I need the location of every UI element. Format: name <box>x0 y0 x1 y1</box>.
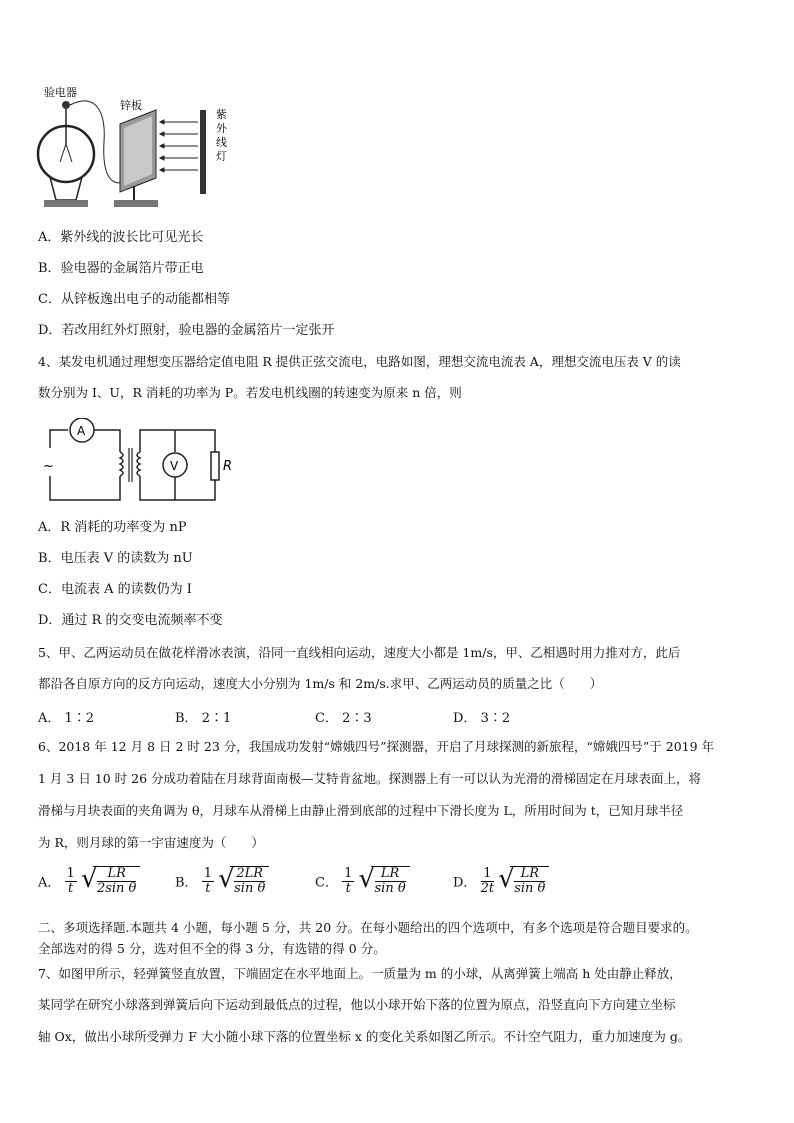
q5-option-c: C． 2∶3 <box>315 711 372 726</box>
q6-stem-line3: 滑梯与月块表面的夹角调为 θ，月球车从滑梯上由静止滑到底部的过程中下滑长度为 L，所用时间为 t，已知月球半径 <box>38 803 684 818</box>
q6-option-d: D． $\frac{1}{2t}$ √ $\frac{LR}{\text{sin θ}}$ <box>453 866 549 896</box>
q4-option-a: A．R 消耗的功率变为 nP <box>38 520 187 535</box>
q3-option-a: A．紫外线的波长比可见光长 <box>38 230 204 245</box>
q6-stem-line2: 1 月 3 日 10 时 26 分成功着陆在月球背面南极—艾特肯盆地。探测器上有一可以认为光滑的滑梯固定在月球表面上，将 <box>38 771 702 786</box>
q4-stem-line1: 4、某发电机通过理想变压器给定值电阻 R 提供正弦交流电，电路如图，理想交流电流表 A，理想交流电压表 V 的读 <box>38 354 681 369</box>
q3-option-c: C．从锌板逸出电子的动能都相等 <box>38 292 230 307</box>
resistor-label: R <box>223 459 233 474</box>
q6-stem-line4: 为 R，则月球的第一宇宙速度为（ ） <box>38 835 264 850</box>
section2-heading-line1: 二、多项选择题.本题共 4 小题，每小题 5 分，共 20 分。在每小题给出的四个选项中，有多个选项是符合题目要求的。 <box>38 920 698 935</box>
q6-option-c: C． $\frac{1}{t}$ √ $\frac{LR}{\text{sin θ}}$ <box>315 866 410 896</box>
q6-stem-line1: 6、2018 年 12 月 8 日 2 时 23 分，我国成功发射“嫦娥四号”探测器，开启了月球探测的新旅程，“嫦娥四号”于 2019 年 <box>38 739 715 754</box>
ac-source-symbol: ~ <box>43 459 54 474</box>
ammeter-symbol: A <box>77 424 86 438</box>
q5-option-b: B． 2∶1 <box>175 711 232 726</box>
q4-option-b: B．电压表 V 的读数为 nU <box>38 551 193 566</box>
q3-option-d: D．若改用红外灯照射，验电器的金属箔片一定张开 <box>38 323 335 338</box>
q4-option-c: C．电流表 A 的读数仍为 I <box>38 582 192 597</box>
q4-option-d: D．通过 R 的交变电流频率不变 <box>38 613 223 628</box>
uv-lamp-char-3: 线 <box>216 136 227 149</box>
zinc-plate-label: 锌板 <box>120 99 142 112</box>
transformer-circuit-figure <box>40 418 235 508</box>
q6-option-a: A． $\frac{1}{t}$ √ $\frac{LR}{\text{2sin θ}}$ <box>38 866 140 896</box>
uv-lamp-char-1: 紫 <box>216 108 227 121</box>
q3-option-b: B．验电器的金属箔片带正电 <box>38 261 204 276</box>
uv-lamp-char-2: 外 <box>216 122 227 135</box>
q5-stem-line1: 5、甲、乙两运动员在做花样滑冰表演，沿同一直线相向运动，速度大小都是 1m/s，甲、乙相遇时用力推对方，此后 <box>38 645 681 660</box>
q5-stem-line2: 都沿各自原方向的反方向运动，速度大小分别为 1m/s 和 2m/s.求甲、乙两运动员的质量之比（ ） <box>38 676 603 691</box>
q7-stem-line2: 某同学在研究小球落到弹簧后向下运动到最低点的过程，他以小球开始下落的位置为原点，沿竖直向下方向建立坐标 <box>38 997 676 1012</box>
q5-option-d: D． 3∶2 <box>453 711 511 726</box>
voltmeter-symbol: V <box>170 459 179 473</box>
q6-options <box>38 866 738 906</box>
q7-stem-line3: 轴 Ox，做出小球所受弹力 F 大小随小球下落的位置坐标 x 的变化关系如图乙所示。不计空气阻力，重力加速度为 g。 <box>38 1029 691 1044</box>
uv-lamp-char-4: 灯 <box>216 150 227 163</box>
q5-options <box>38 707 738 725</box>
q4-stem-line2: 数分别为 I、U，R 消耗的功率为 P。若发电机线圈的转速变为原来 n 倍，则 <box>38 385 462 400</box>
electroscope-label: 验电器 <box>44 86 77 99</box>
q7-stem-line1: 7、如图甲所示，轻弹簧竖直放置，下端固定在水平地面上。一质量为 m 的小球，从离弹簧上端高 h 处由静止释放， <box>38 966 682 981</box>
section2-heading-line2: 全部选对的得 5 分，选对但不全的得 3 分，有选错的得 0 分。 <box>38 941 386 956</box>
q5-option-a: A． 1∶2 <box>38 711 95 726</box>
q6-option-b: B． $\frac{1}{t}$ √ $\frac{2LR}{\text{sin θ}}$ <box>175 866 269 896</box>
photoelectric-figure <box>36 82 236 217</box>
